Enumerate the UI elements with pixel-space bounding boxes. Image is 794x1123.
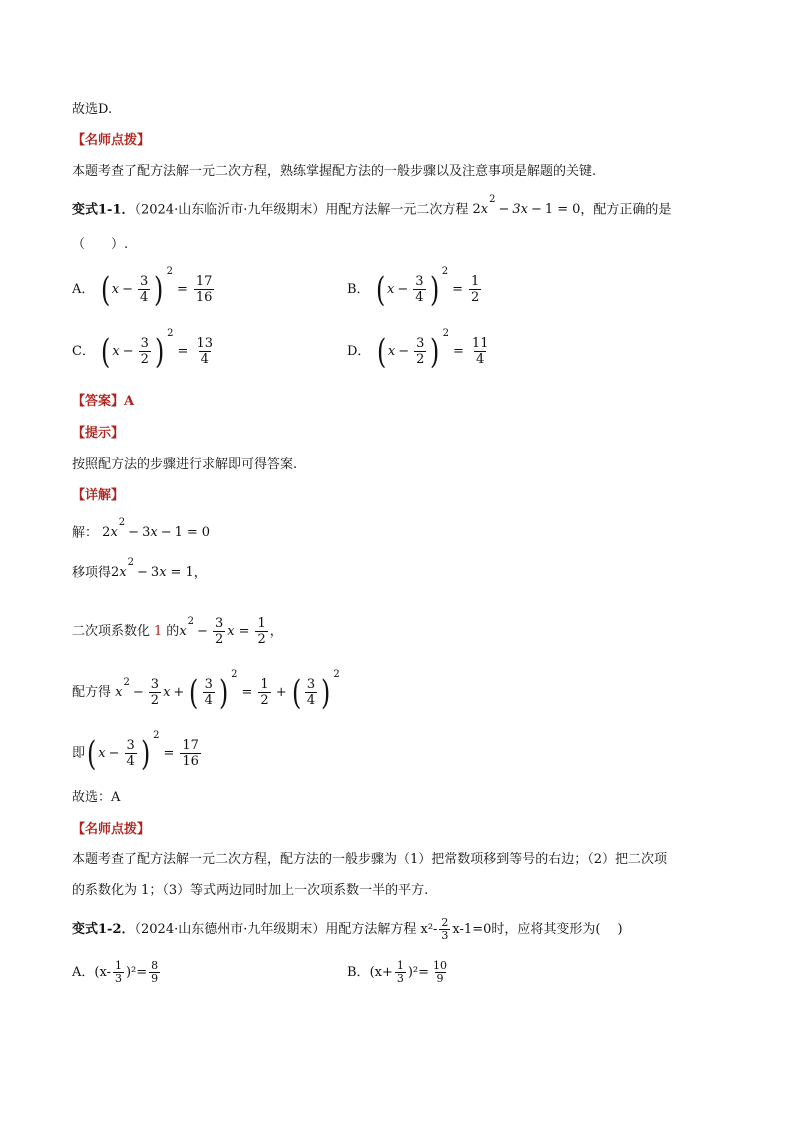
q11-step4: 配方得 x 2 − $\frac{3}{2}$ x + ( $\frac{3}{4}$ ) 2 = $\frac{1}{2}$ + ( $\frac{3}{4}$ ) 2 xyxy=(72,668,340,713)
tip2-heading: 【名师点拨】 xyxy=(72,822,151,837)
option-expression: ( x − $\frac{3}{4}$ ) 2 = $\frac{1}{2}$ xyxy=(375,265,480,310)
tip1-text: 本题考查了配方法解一元二次方程，熟练掌握配方法的一般步骤以及注意事项是解题的关键. xyxy=(72,164,597,179)
answer-heading: 【答案】 xyxy=(72,394,125,409)
tip1-heading: 【名师点拨】 xyxy=(72,133,151,148)
q11-conclusion: 故选：A xyxy=(72,790,121,805)
q12-fraction: $\frac{2}{3}$ xyxy=(441,916,449,942)
option-letter: A． xyxy=(72,965,95,980)
option-expression: ( x − $\frac{3}{2}$ ) 2 = $\frac{13}{4}$ xyxy=(101,327,213,372)
q11-detail-heading: 【详解】 xyxy=(72,488,125,503)
q11-step3: 二次项系数化 1 的 x 2 − $\frac{3}{2}$ x = $\frac{1}{2}$ ， xyxy=(72,615,283,647)
q11-hint-heading: 【提示】 xyxy=(72,426,125,441)
option-letter: D． xyxy=(347,344,371,359)
option-expression: ( x − $\frac{3}{4}$ ) 2 = $\frac{17}{16}$ xyxy=(100,265,213,310)
q12-stem: 变式1-2．（2024·山东德州市·九年级期末）用配方法解方程 x²- $\frac{2}{3}$ x-1=0时，应将其变形为( ) xyxy=(72,916,623,942)
option-letter: C． xyxy=(72,344,95,359)
q12-label: 变式1-2． xyxy=(72,922,135,937)
tip2-line2: 的系数化为 1；（3）等式两边同时加上一次项系数一半的平方. xyxy=(72,883,429,898)
option-letter: B． xyxy=(347,965,370,980)
q11-option-a[interactable] xyxy=(72,265,216,310)
q12-option-b[interactable]: B．(x+ $\frac{1}{3}$ )²= $\frac{10}{9}$ xyxy=(347,959,448,985)
q11-blank: （ ）. xyxy=(72,237,129,252)
answer-value: A xyxy=(124,394,135,409)
q11-step2: 移项得 2 x 2 − 3 x = 1 ， xyxy=(72,557,207,581)
q11-answer xyxy=(72,393,134,411)
q11-stem-tail: ，配方正确的是 xyxy=(580,202,672,218)
q11-step1: 解： 2 x 2 − 3 x − 1 = 0 xyxy=(72,517,211,541)
option-expression: ( x − $\frac{3}{2}$ ) 2 = $\frac{11}{4}$ xyxy=(376,327,489,372)
q11-option-b[interactable] xyxy=(347,265,483,310)
q11-option-d[interactable] xyxy=(347,327,492,372)
q11-equation: 2 x 2 − 3x − 1 = 0 xyxy=(472,194,581,217)
tip2-line1: 本题考查了配方法解一元二次方程，配方法的一般步骤为（1）把常数项移到等号的右边；（2）把二次项 xyxy=(72,852,668,867)
q11-option-c[interactable] xyxy=(72,327,217,372)
option-letter: A． xyxy=(72,282,95,297)
q11-stem xyxy=(72,194,672,220)
q11-step5: 即 ( x − $\frac{3}{4}$ ) 2 = $\frac{17}{16}$ xyxy=(72,729,199,774)
intro-conclusion: 故选D. xyxy=(72,102,113,117)
option-letter: B． xyxy=(347,282,370,297)
q11-hint: 按照配方法的步骤进行求解即可得答案. xyxy=(72,457,298,472)
q12-option-a[interactable]: A．(x- $\frac{1}{3}$ )²= $\frac{8}{9}$ xyxy=(72,959,159,985)
q11-source-stem: （2024·山东临沂市·九年级期末）用配方法解一元二次方程 xyxy=(134,202,469,218)
q11-label: 变式1-1． xyxy=(72,202,135,218)
